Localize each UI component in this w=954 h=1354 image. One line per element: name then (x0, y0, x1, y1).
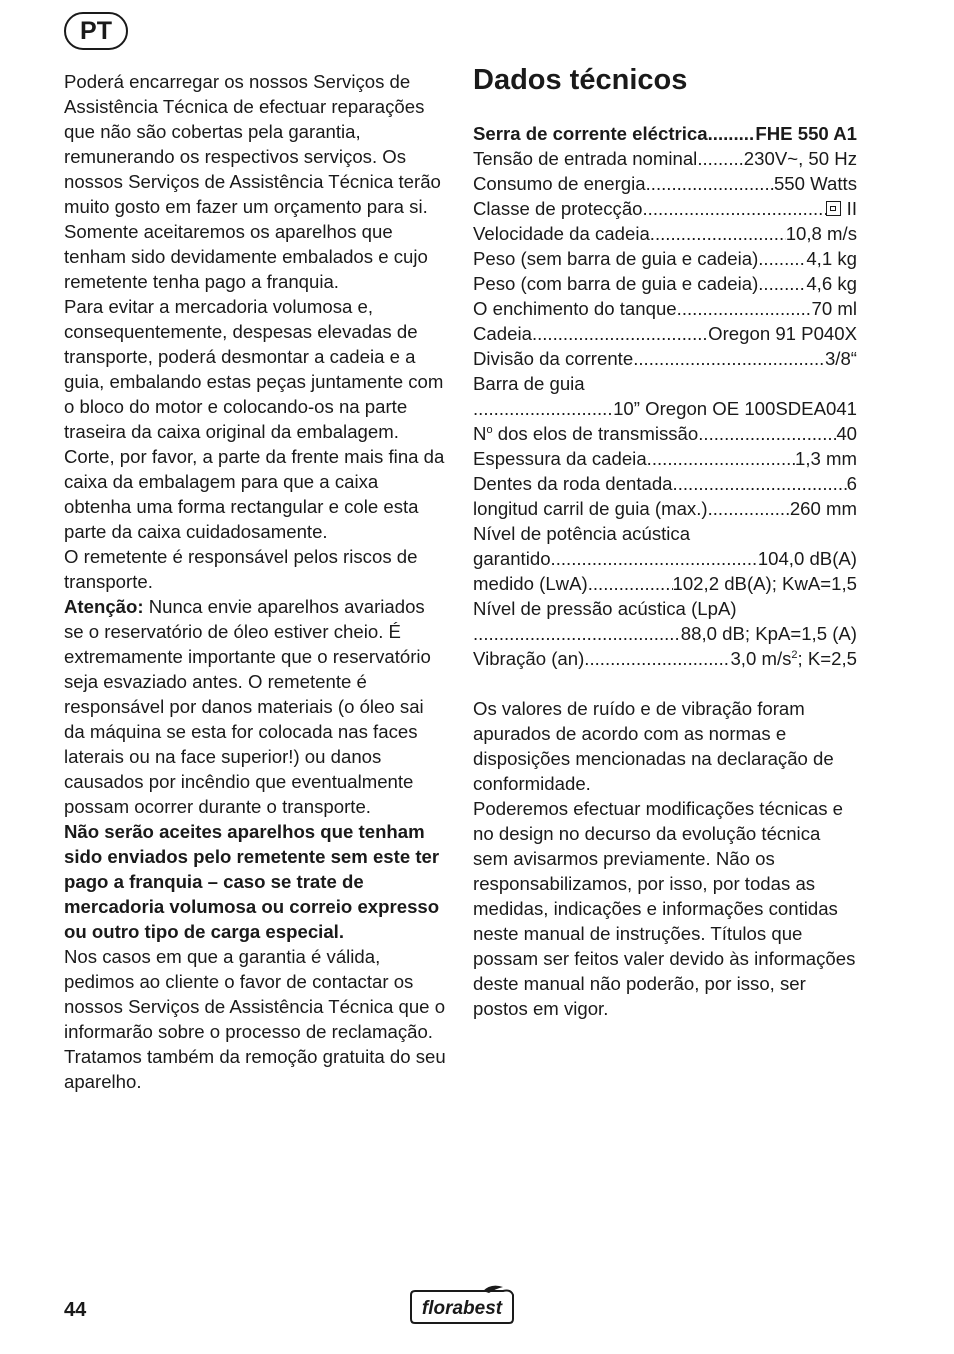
leader-dots (646, 171, 774, 196)
leader-dots (758, 246, 806, 271)
spec-row-sprocket (473, 471, 857, 496)
leader-dots (633, 346, 825, 371)
leader-dots (584, 646, 730, 671)
paragraph-bulky-goods: Para evitar a mercadoria volumosa e, consequentemente, despesas elevadas de transporte, poderá desmontar a cadeia e a guia, embalando estas peças juntamente com o bloco do motor e colocando-os na parte traseira da caixa original da embalagem. Corte, por favor, a parte da frente mais fina da caixa da embalagem para que a caixa obtenha uma forma rectangular e cole esta parte da caixa cuidadosamente. (64, 296, 445, 542)
spec-value: 550 Watts (773, 173, 857, 194)
spec-value: 3/8“ (824, 348, 857, 369)
leader-dots (758, 271, 806, 296)
spec-label: Velocidade da cadeia (473, 223, 650, 244)
page-number: 44 (64, 1299, 87, 1321)
spec-label: Classe de protecção (473, 198, 643, 219)
spec-row-voltage (473, 146, 857, 171)
spec-label: Divisão da corrente (473, 348, 634, 369)
spec-row-measured (473, 571, 857, 596)
spec-label: Espessura da cadeia (473, 448, 647, 469)
spec-value (826, 196, 857, 221)
paragraph-repairs: Poderá encarregar os nossos Serviços de Assistência Técnica de efectuar reparações que não são cobertas pela garantia, remunerando os respectivos serviços. Os nossos Serviços de Assistência Técnica terão muito gosto em fazer um orçamento para si. (64, 71, 441, 217)
spec-row-sound-pressure (473, 621, 857, 646)
spec-value: 230V~, 50 Hz (743, 148, 857, 169)
leader-dots (673, 471, 847, 496)
paragraph-packaging: Somente aceitaremos os aparelhos que tenham sido devidamente embalados e cujo remetente tenha pago a franquia. (64, 221, 428, 292)
spec-row-weight-without-bar (473, 246, 857, 271)
language-code: PT (80, 16, 112, 45)
spec-row-model (473, 121, 857, 146)
leader-dots (708, 121, 756, 146)
spec-value (730, 646, 857, 671)
spec-value: 88,0 dB; KpA=1,5 (A) (680, 623, 857, 644)
spec-label: Consumo de energia (473, 173, 646, 194)
spec-value: Oregon 91 P040X (708, 323, 857, 344)
spec-label-ordinal: o (486, 423, 493, 436)
spec-label: Peso (sem barra de guia e cadeia) (473, 248, 759, 269)
vibration-value-tail: ; K=2,5 (797, 648, 857, 669)
section-title: Dados técnicos (473, 64, 688, 96)
spec-value: 4,1 kg (806, 248, 857, 269)
spec-label: Tensão de entrada nominal (473, 148, 698, 169)
spec-value: 40 (836, 423, 857, 444)
spec-value: FHE 550 A1 (755, 123, 857, 144)
vibration-value-main: 3,0 m/s (730, 648, 792, 669)
spec-label-guide-bar: Barra de guia (473, 373, 585, 394)
attention-label: Atenção: (64, 596, 144, 617)
spec-value: 104,0 dB(A) (757, 548, 857, 569)
protection-class-text: II (846, 198, 857, 219)
paragraph-disposal: Tratamos também da remoção gratuita do seu aparelho. (64, 1046, 446, 1092)
spec-row-chain-speed (473, 221, 857, 246)
spec-row-weight-with-bar (473, 271, 857, 296)
right-column (473, 62, 857, 1021)
spec-row-power (473, 171, 857, 196)
attention-text: Nunca envie aparelhos avariados se o reservatório de óleo estiver cheio. É extremamente importante que o reservatório seja esvaziado antes. O remetente é responsável por danos materiais (o óleo sai da máquina se esta for colocada nas faces laterais ou na face superior!) ou danos causados por incêndio que eventualmente possam ocorrer durante o transporte. (64, 596, 431, 817)
spec-row-tank (473, 296, 857, 321)
paragraph-transport-risk: O remetente é responsável pelos riscos de transporte. (64, 546, 418, 592)
leader-dots (532, 321, 708, 346)
protection-class-icon (826, 201, 841, 216)
spec-value: 260 mm (789, 498, 857, 519)
spec-row-guide-bar (473, 396, 857, 421)
leader-dots (650, 221, 786, 246)
spec-label: O enchimento do tanque (473, 298, 677, 319)
spec-row-chain-pitch (473, 346, 857, 371)
leader-dots (698, 421, 836, 446)
leader-dots (697, 146, 743, 171)
spec-label: longitud carril de guia (max.) (473, 498, 708, 519)
spec-value: 70 ml (811, 298, 857, 319)
spec-row-bar-length (473, 496, 857, 521)
spec-label (473, 421, 698, 446)
bold-notice (64, 819, 448, 944)
spec-value: 10” Oregon OE 100SDEA041 (613, 398, 857, 419)
leader-dots (647, 446, 795, 471)
bold-notice-text: Não serão aceites aparelhos que tenham sido enviados pelo remetente sem este ter pago a franquia – caso se trate de mercadoria volumosa ou correio expresso ou outro tipo de carga especial. (64, 821, 440, 942)
florabest-logo (405, 1285, 517, 1327)
spec-row-protection (473, 196, 857, 221)
spec-row-drive-links (473, 421, 857, 446)
spec-label-sound-power: Nível de potência acústica (473, 523, 691, 544)
leader-dots (677, 296, 812, 321)
paragraph-modifications: Poderemos efectuar modificações técnicas e no design no decurso da evolução técnica sem avisarmos previamente. Não os responsabilizamos, por isso, por todas as medidas, indicações e informações contidas neste manual de instruções. Títulos que possam ser feitos valer devido às informações deste manual não poderão, por isso, ser postos em vigor. (473, 798, 856, 1019)
spec-value: 1,3 mm (795, 448, 857, 469)
vibration-value-superscript: 2 (791, 648, 798, 661)
spec-label: Dentes da roda dentada (473, 473, 673, 494)
spec-label-sound-pressure: Nível de pressão acústica (LpA) (473, 598, 737, 619)
spec-value: 102,2 dB(A); KwA=1,5 (672, 573, 857, 594)
leader-dots (588, 571, 673, 596)
leader-dots (551, 546, 758, 571)
paragraph-attention (64, 594, 448, 819)
spec-label: medido (LwA) (473, 573, 588, 594)
spec-label-n: N (473, 423, 487, 444)
left-column (64, 69, 448, 1094)
spec-label: Peso (com barra de guia e cadeia) (473, 273, 759, 294)
spec-row-vibration (473, 646, 857, 671)
spec-label: Serra de corrente eléctrica (473, 123, 708, 144)
spec-value: 10,8 m/s (785, 223, 857, 244)
language-badge (64, 12, 128, 50)
spec-row-guaranteed (473, 546, 857, 571)
spec-row-chain-thickness (473, 446, 857, 471)
leader-dots (643, 196, 826, 221)
leader-dots (473, 396, 613, 421)
leader-dots (473, 621, 681, 646)
leader-dots (708, 496, 790, 521)
spec-label: Cadeia (473, 323, 532, 344)
paragraph-noise-values: Os valores de ruído e de vibração foram apurados de acordo com as normas e disposições mencionadas na declaração de conformidade. (473, 698, 834, 794)
spec-value: 6 (846, 473, 857, 494)
spec-label: garantido (473, 548, 551, 569)
logo-text: florabest (421, 1298, 503, 1319)
spacer (473, 671, 857, 696)
spec-label-rest: dos elos de transmissão (492, 423, 699, 444)
spec-value: 4,6 kg (806, 273, 857, 294)
spec-row-chain (473, 321, 857, 346)
spec-label: Vibração (an) (473, 648, 585, 669)
paragraph-warranty-contact: Nos casos em que a garantia é válida, pedimos ao cliente o favor de contactar os nossos Serviços de Assistência Técnica que o informarão sobre o processo de reclamação. (64, 946, 446, 1042)
